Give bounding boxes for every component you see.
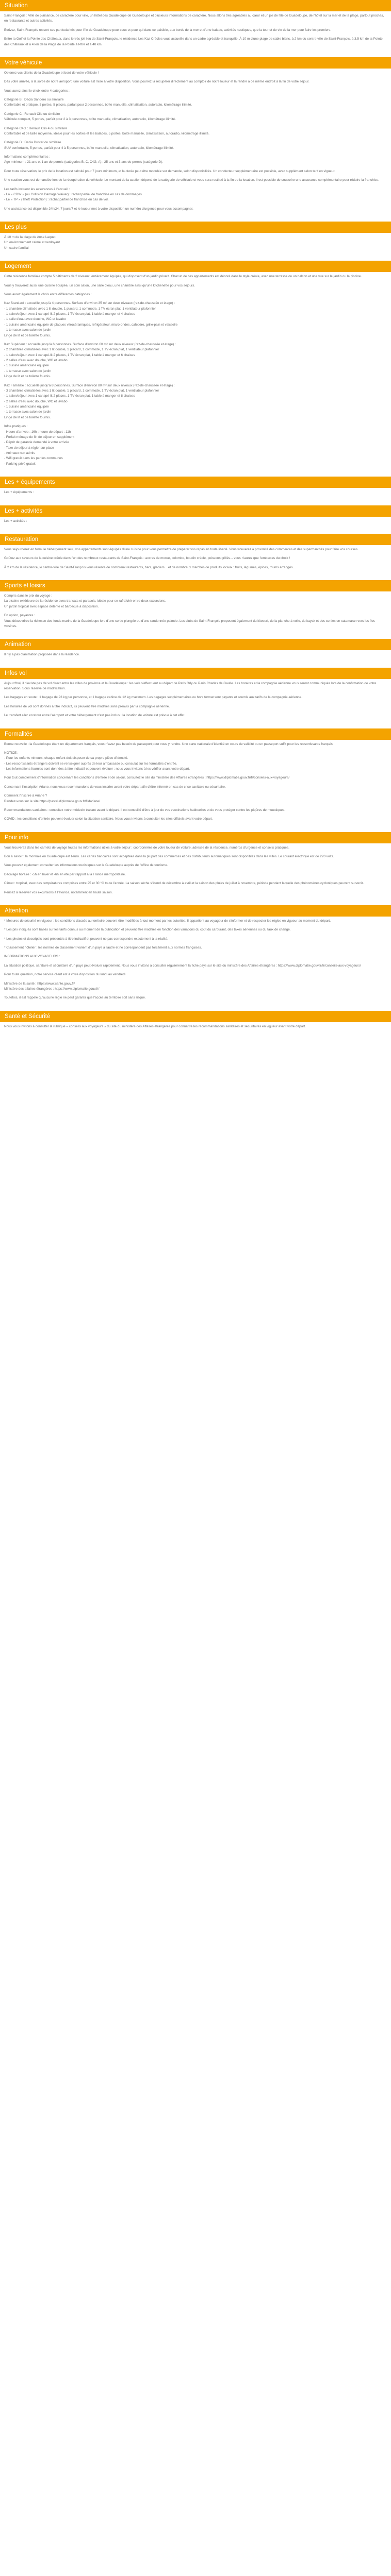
section-paragraph: Vous y trouverez aussi une cuisine équipée, un coin salon, une salle d'eau, une chambre ainsi qu'une kitchenette pour vos séjours. xyxy=(4,283,196,287)
section-heading-sante-securite: Santé et Sécurité xyxy=(0,1011,391,1022)
section-paragraph: Entre la Golf et la Pointe des Châteaux, dans le très joli lieu de Saint-François, le résidence Les Kaz Créoles vous accueille dans un cadre agréable et tranquille. À 10 m d'une plage de sable blanc, à 2 km du centre-ville de Saint-François, à 3.5 km de la Pointe des Châteaux et à 4 km de la Plage de la Pointe à Pitre et à 40 km. xyxy=(4,37,383,46)
section-paragraph: COVID : les conditions d'entrée peuvent évoluer selon la situation sanitaire. Nous vous invitons à consulter les sites officiels avant votre départ. xyxy=(4,817,213,821)
section-body-logement xyxy=(0,272,391,472)
section-body-sante-securite xyxy=(0,1022,391,1035)
section-body-votre-vehicule xyxy=(0,69,391,217)
section-body-restauration xyxy=(0,545,391,576)
section-body-les-plus xyxy=(0,233,391,257)
section-paragraph: * Mesures de sécurité en vigueur : les conditions d'accès au territoire peuvent être modifiées à tout moment par les autorités. Il appartient au voyageur de s'informer et de respecter les règles en vigueur au moment du départ. xyxy=(4,919,331,923)
section-paragraph: * Les photos et descriptifs sont présentés à titre indicatif et peuvent ne pas correspondre exactement à la réalité. xyxy=(4,937,168,941)
section-paragraph: Vous séjournerez en formule hébergement seul, vos appartements sont équipés d'une cuisine pour vous permettre de préparer vos repas en toute liberté. Vous trouverez à proximité des commerces et des supermarchés pour faire vos courses. xyxy=(4,547,359,551)
section-heading-sports-loisirs: Sports et loisirs xyxy=(0,580,391,591)
section-paragraph: Catégorie C4G : Renault Clio 4 ou similaire Confortable et de taille moyenne, idéale pour les sorties et les balades, 5 portes, boîte manuelle, climatisation, autoradio, kilométrage illimité. xyxy=(4,126,209,135)
section-paragraph: Compris dans le prix du voyage : La piscine extérieure de la résidence avec transats et parasols, idéale pour se rafraîchir entre deux excursions. Un jardin tropical avec espace détente et barbecue à disposition. xyxy=(4,594,166,608)
travel-product-page xyxy=(0,0,391,1035)
section-paragraph: Vous pouvez également consulter les informations touristiques sur la Guadeloupe auprès de l'office de tourisme. xyxy=(4,863,168,868)
section-paragraph: La situation politique, sanitaire et sécuritaire d'un pays peut évoluer rapidement. Nous vous invitons à consulter régulièrement la fiche pays sur le site du ministère des Affaires étrangères : https://www.diplomatie.gouv.fr/fr/conseils-aux-voyageurs/ xyxy=(4,963,361,968)
section-paragraph: Pour toute réservation, le prix de la location est calculé pour 7 jours minimum, et la durée peut être modulée sur demande, selon disponibilités. Un conducteur supplémentaire est possible, avec supplément selon tarif en vigueur. xyxy=(4,169,335,173)
section-heading-votre-vehicule: Votre véhicule xyxy=(0,57,391,69)
section-heading-pour-info: Pour info xyxy=(0,832,391,843)
section-paragraph: Catégorie D : Dacia Duster ou similaire SUV confortable, 5 portes, parfait pour 4 à 5 personnes, boîte manuelle, climatisation, autoradio, kilométrage illimité. xyxy=(4,141,174,150)
section-paragraph: Catégorie C : Renault Clio ou similaire Véhicule compact, 5 portes, parfait pour 2 à 3 personnes, boîte manuelle, climatisation, autoradio, kilométrage illimité. xyxy=(4,112,176,122)
section-paragraph: Les + activités : xyxy=(4,519,27,523)
section-paragraph: Infos pratiques : - Heure d'arrivée : 16h ; heure de départ : 11h - Forfait ménage de fin de séjour en supplément - Dépôt de garantie demandé à votre arrivée - Taxe de séjour à régler sur place - Animaux non admis - Wifi gratuit dans les parties communes - Parking privé gratuit xyxy=(4,425,75,466)
section-heading-attention: Attention xyxy=(0,905,391,917)
section-paragraph: Concernant l'inscription Ariane, nous vous recommandons de vous inscrire avant votre départ afin d'être informé en cas de crise sanitaire ou sécuritaire. xyxy=(4,785,226,789)
section-paragraph: Climat : tropical, avec des températures comprises entre 25 et 30 °C toute l'année. La saison sèche s'étend de décembre à avril et la saison des pluies de juillet à novembre, période pendant laquelle des phénomènes cycloniques peuvent survenir. xyxy=(4,882,364,886)
section-paragraph: Vous aurez également le choix entre différentes catégories : xyxy=(4,292,92,296)
section-paragraph: Ministère de la santé : https://www.sante.gouv.fr/ Ministère des affaires étrangères : https://www.diplomatie.gouv.fr/ xyxy=(4,981,100,991)
section-paragraph: Goûtez aux saveurs de la cuisine créole dans l'un des nombreux restaurants de Saint-François : accras de morue, colombo, boudin créole, poissons grillés... vous n'aurez que l'embarras du choix ! xyxy=(4,556,290,561)
section-paragraph: Le transfert aller et retour entre l'aéroport et votre hébergement n'est pas inclus : la location de voiture est prévue à cet effet. xyxy=(4,714,186,718)
section-body-sports-loisirs xyxy=(0,591,391,635)
section-paragraph: Bonne nouvelle : la Guadeloupe étant un département français, vous n'avez pas besoin de passeport pour vous y rendre. Une carte nationale d'identité en cours de validité ou un passeport suffit pour les ressortissants français. xyxy=(4,742,334,746)
section-paragraph: Recommandations sanitaires : consultez votre médecin traitant avant le départ. Il est conseillé d'être à jour de vos vaccinations habituelles et de vous protéger contre les piqûres de moustiques. xyxy=(4,808,286,812)
section-heading-restauration: Restauration xyxy=(0,534,391,545)
section-paragraph: Décalage horaire : -5h en hiver et -6h en été par rapport à la France métropolitaine. xyxy=(4,872,126,876)
section-paragraph: Les horaires de vol sont donnés à titre indicatif, ils peuvent être modifiés sans préavis par la compagnie aérienne. xyxy=(4,704,170,708)
section-paragraph: À 2 km de la résidence, le centre-ville de Saint-François vous réserve de nombreux restaurants, bars, glaciers... et de nombreux marchés de produits locaux : fruits, légumes, épices, rhums arrangés... xyxy=(4,565,296,569)
section-heading-les-plus: Les plus xyxy=(0,222,391,233)
section-paragraph: Comment l'inscrire à Ariane ? Rendez-vous sur le site https://pastel.diplomatie.gouv.fr/fildariane/ xyxy=(4,794,101,803)
section-body-equipements xyxy=(0,488,391,501)
section-heading-animation: Animation xyxy=(0,639,391,650)
section-paragraph: Vous aurez ainsi le choix entre 4 catégories : xyxy=(4,89,70,93)
section-paragraph: Les tarifs incluent les assurances à l'accueil : - La « CDW » (ou Collision Damage Waiver) : rachat partiel de franchise en cas de dommages. - Le « TP » (Theft Protection) : rachat partiel de franchise en cas de vol. xyxy=(4,187,143,202)
section-heading-equipements: Les + équipements xyxy=(0,477,391,488)
section-paragraph: Bon à savoir : la monnaie en Guadeloupe est l'euro. Les cartes bancaires sont acceptées dans la plupart des commerces et des distributeurs automatiques sont disponibles dans les villes. Le courant électrique est de 220 volts. xyxy=(4,855,334,858)
section-body-activites xyxy=(0,517,391,530)
section-paragraph: Nous vous invitons à consulter la rubrique « conseils aux voyageurs » du site du ministère des Affaires étrangères pour connaître les recommandations sanitaires et sécuritaires en vigueur avant votre départ. xyxy=(4,1024,306,1028)
section-paragraph: Dès votre arrivée, à la sortie de notre aéroport, une voiture est mise à votre disposition. Vous pourrez la récupérer directement au comptoir de notre loueur et la rendre à ce même endroit à la fin de votre séjour. xyxy=(4,80,309,84)
section-body-animation xyxy=(0,650,391,663)
section-body-formalites xyxy=(0,740,391,828)
section-paragraph: Aujourd'hui, il n'existe pas de vol direct entre les villes de province et la Guadeloupe : les vols s'effectuent au départ de Paris Orly ou Paris Charles de Gaulle. Les horaires et la compagnie aérienne vous seront communiqués lors de la confirmation de votre réservation. Sous réserve de modification. xyxy=(4,681,377,690)
section-heading-activites: Les + activités xyxy=(0,505,391,517)
section-paragraph: En option, payantes : Vous découvrirez la richesse des fonds marins de la Guadeloupe lors d'une sortie plongée ou d'une randonnée palmée. Les clubs de Saint-François proposent également du kitesurf, de la planche à voile, du kayak et des sorties en catamaran vers les îles voisines. xyxy=(4,614,375,628)
section-paragraph: Les bagages en soute : 1 bagage de 23 kg par personne, et 1 bagage cabine de 12 kg maximum. Les bagages supplémentaires ou hors format sont payants et soumis aux tarifs de la compagnie aérienne. xyxy=(4,696,303,700)
section-paragraph: À 10 m de la plage de Anse Laquet Un environnement calme et verdoyant Un cadre familial xyxy=(4,235,60,250)
section-paragraph: Saint-François : Ville de plaisance, de caractère pour ville, un hôtel des Guadeloupe de Guadeloupe et plusieurs informations de caractère. Nous allons très agréables au cœur et un joli de l'île de Guadeloupe, de l'hôtel sur la mer et de la plage, partout proches, en restaurants et autres activités. xyxy=(4,14,384,23)
section-heading-formalites: Formalités xyxy=(0,728,391,740)
section-paragraph: Les + équipements : xyxy=(4,490,34,495)
section-paragraph: Il n'y a pas d'animation proposée dans la résidence. xyxy=(4,653,80,657)
section-paragraph: Pour tout complément d'information concernant les conditions d'entrée et de séjour, consultez le site du ministère des Affaires étrangères : https://www.diplomatie.gouv.fr/fr/conseils-aux-voyageurs/ xyxy=(4,776,290,780)
section-paragraph: Ecrivez, Saint-François ressort ses particularités pour l'île de Guadeloupe pour ceux et pour qui dans ce paisible, aux bords de la mer et d'une balade, activités nautiques, que la tour et de vie de la mer pour faire les premiers. xyxy=(4,28,332,32)
section-heading-infos-vol: Infos vol xyxy=(0,668,391,679)
section-paragraph: NOTICE : - Pour les enfants mineurs, chaque enfant doit disposer de sa propre pièce d'identité. - Les ressortissants étrangers doivent se renseigner auprès de leur ambassade ou consulat sur les formalités d'entrée. - Les informations fournies sont données à titre indicatif et peuvent évoluer ; nous vous invitons à les vérifier avant votre départ. xyxy=(4,751,190,771)
section-paragraph: Kaz Familiale : accueille jusqu'à 8 personnes. Surface d'environ 80 m² sur deux niveaux (rez-de-chaussée et étage) : - 3 chambres climatisées avec 1 lit double, 1 placard, 1 commode, 1 TV écran plat, 1 ventilateur plafonnier - 1 salon/séjour avec 1 canapé-lit 2 places, 1 TV écran plat, 1 table à manger et 8 chaises - 2 salles d'eau avec douche, WC et lavabo - 1 cuisine américaine équipée - 1 terrasse avec salon de jardin Linge de lit et de toilette fournis. xyxy=(4,383,175,419)
section-paragraph: Une caution vous est demandée lors de la récupération du véhicule. Le montant de la caution dépend de la catégorie de véhicule et vous sera restitué à la fin de la location. Il est possible de souscrire une assurance complémentaire pour réduire la franchise. xyxy=(4,178,379,182)
section-paragraph: INFORMATIONS AUX VOYAGEURS : xyxy=(4,955,60,959)
section-body-situation xyxy=(0,11,391,53)
section-paragraph: Obtenez vos clients de la Guadeloupe et bord de votre véhicule ! xyxy=(4,71,99,75)
section-paragraph: Toutefois, il est rappelé qu'aucune règle ne peut garantir que l'accès au territoire soit sans risque. xyxy=(4,996,146,1000)
section-paragraph: * Les prix indiqués sont basés sur les tarifs connus au moment de la publication et peuvent être modifiés en fonction des variations du coût du carburant, des taxes aériennes ou du taux de change. xyxy=(4,928,291,932)
section-paragraph: Informations complémentaires : Âge minimum : 21 ans et 1 an de permis (catégories B, C, C4G, A) ; 25 ans et 3 ans de permis (catégorie D). xyxy=(4,155,163,164)
section-paragraph: Kaz Supérieur : accueille jusqu'à 6 personnes. Surface d'environ 60 m² sur deux niveaux (rez-de-chaussée et étage) : - 2 chambres climatisées avec 1 lit double, 1 placard, 1 commode, 1 TV écran plat, 1 ventilateur plafonnier - 1 salon/séjour avec 1 canapé-lit 2 places, 1 TV écran plat, 1 table à manger et 6 chaises - 2 salles d'eau avec douche, WC et lavabo - 1 cuisine américaine équipée - 1 terrasse avec salon de jardin Linge de lit et de toilette fournis. xyxy=(4,342,176,379)
section-body-pour-info xyxy=(0,843,391,901)
section-body-infos-vol xyxy=(0,679,391,724)
section-body-attention xyxy=(0,917,391,1007)
section-paragraph: Cette résidence familiale compte 5 bâtiments de 2 niveaux, entièrement équipés, qui disposent d'un jardin privatif. Chacun de ces appartements est décoré dans le style créole, avec une terrasse ou un balcon et une vue sur le jardin ou la piscine. xyxy=(4,275,362,279)
section-heading-logement: Logement xyxy=(0,261,391,272)
section-heading-situation: Situation xyxy=(0,0,391,11)
section-paragraph: Pensez à réserver vos excursions à l'avance, notamment en haute saison. xyxy=(4,890,113,894)
section-paragraph: * Classement hôtelier : les normes de classement varient d'un pays à l'autre et ne correspondent pas forcément aux normes françaises. xyxy=(4,946,202,950)
section-paragraph: Pour toute question, notre service client est à votre disposition du lundi au vendredi. xyxy=(4,973,126,977)
section-paragraph: Catégorie B : Dacia Sandero ou similaire Confortable et pratique, 5 portes, 5 places, parfait pour 2 personnes, boîte manuelle, climatisation, autoradio, kilométrage illimité. xyxy=(4,98,192,107)
section-paragraph: Vous trouverez dans les carnets de voyage toutes les informations utiles à votre séjour : coordonnées de votre loueur de voiture, adresse de la résidence, numéros d'urgence et conseils pratiques. xyxy=(4,845,289,850)
section-paragraph: Une assistance est disponible 24h/24, 7 jours/7 et le loueur met à votre disposition un numéro d'urgence pour vous accompagner. xyxy=(4,207,193,211)
section-paragraph: Kaz Standard : accueille jusqu'à 4 personnes. Surface d'environ 35 m² sur deux niveaux (rez-de-chaussée et étage) : - 1 chambre climatisée avec 1 lit double, 1 placard, 1 commode, 1 TV écran plat, 1 ventilateur plafonnier - 1 salon/séjour avec 1 canapé-lit 2 places, 1 TV écran plat, 1 table à manger et 4 chaises - 1 salle d'eau avec douche, WC et lavabo - 1 cuisine américaine équipée de plaques vitrocéramiques, réfrigérateur, micro-ondes, cafetière, grille-pain et vaisselle - 1 terrasse avec salon de jardin Linge de lit et de toilette fournis. xyxy=(4,301,178,337)
